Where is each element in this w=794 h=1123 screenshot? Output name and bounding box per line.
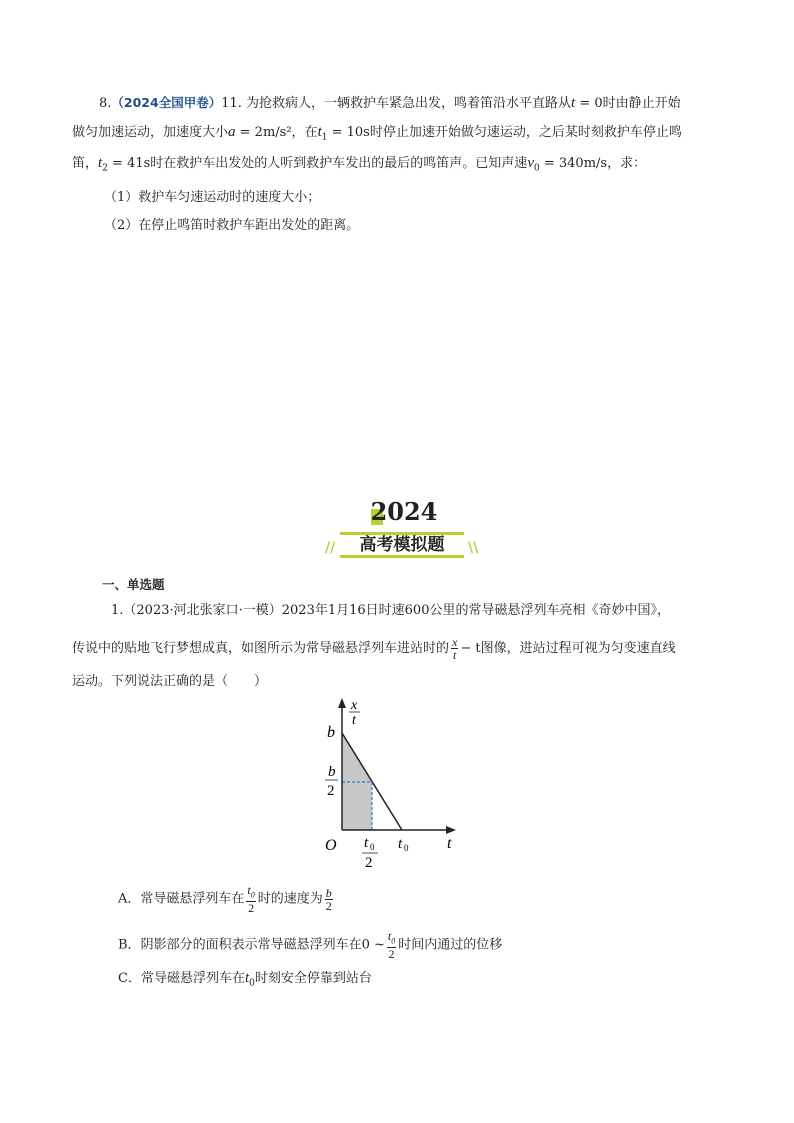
option-a-value <box>325 887 333 912</box>
q8-source: （2024全国甲卷） <box>111 95 222 110</box>
q8-var-a: a <box>228 124 236 140</box>
q1-text: 2023年1月16日时速600公里的常导磁悬浮列车亮相《奇妙中国》， <box>281 603 670 618</box>
x-t0-sub: 0 <box>404 843 409 853</box>
option-b-text: 时间内通过的位移 <box>398 937 503 953</box>
option-a-frac <box>246 884 255 914</box>
q1-text: − t图像，进站过程可视为匀变速直线 <box>460 641 676 656</box>
q8-var-t1: t <box>317 124 322 140</box>
option-b[interactable] <box>118 930 502 960</box>
option-a-text: 常导磁悬浮列车在 <box>140 891 245 907</box>
q8-sub: 0 <box>533 163 540 174</box>
q1-line-1 <box>111 601 670 621</box>
banner-title: 高考模拟题 <box>340 532 464 558</box>
frac-den: 2 <box>325 898 332 913</box>
q8-text: 时在救护车出发处的人听到救护车发出的最后的鸣笛声。已知声速 <box>150 156 528 171</box>
option-c-text: 常导磁悬浮列车在 <box>140 971 245 986</box>
y-axis-label-den: t <box>352 713 356 728</box>
banner-slash-left: // <box>325 540 336 556</box>
y-axis-arrow <box>338 698 346 708</box>
frac-num: t <box>387 929 392 943</box>
q8-number: 8. <box>99 96 112 111</box>
option-a-text: 时的速度为 <box>257 891 323 907</box>
frac-num: t <box>247 883 251 897</box>
q8-line-1 <box>99 93 681 114</box>
frac-sub: 0 <box>391 936 396 946</box>
label-half-b-num: b <box>328 764 336 780</box>
frac-den: t <box>453 648 457 662</box>
option-a[interactable] <box>118 884 335 914</box>
q1-source: （2023·河北张家口·一模） <box>123 603 282 618</box>
option-c-var-t: t <box>244 970 250 986</box>
x-half-num: t <box>364 835 369 851</box>
q8-line-2 <box>72 122 682 148</box>
q1-fraction <box>451 636 458 661</box>
q8-text: ，求： <box>607 156 647 171</box>
q8-t2-value: = 41s <box>107 156 151 171</box>
option-c-sub: 0 <box>249 978 255 989</box>
q8-subquestion-2: （2）在停止鸣笛时救护车距出发处的距离。 <box>104 218 360 233</box>
option-c-text: 时刻安全停靠到站台 <box>254 971 372 986</box>
q8-accel-value: = 2m/s² <box>235 125 292 140</box>
xt-t-graph <box>320 696 470 871</box>
q8-text: ，在 <box>291 125 318 140</box>
option-c-label: C． <box>118 971 141 986</box>
q8-subquestion-1: （1）救护车匀速运动时的速度大小； <box>104 190 321 205</box>
frac-num: x <box>452 635 458 649</box>
frac-sub: 0 <box>250 890 255 900</box>
y-axis-label-num: x <box>351 698 358 713</box>
option-b-text: 阴影部分的面积表示常导磁悬浮列车在0 ~ <box>140 937 385 953</box>
q8-sub: 1 <box>321 132 328 143</box>
x-half-den: 2 <box>365 855 373 871</box>
q8-text: 时停止加速开始做匀速运动，之后某时刻救护车停止鸣 <box>369 125 682 140</box>
q8-v-value: = 340m/s <box>539 156 608 171</box>
frac-den: 2 <box>388 947 395 962</box>
q1-number: 1. <box>111 603 124 618</box>
q8-line-3 <box>72 153 646 179</box>
q8-sub: 2 <box>102 163 108 174</box>
x-axis-arrow <box>446 826 456 834</box>
q8-text: 11. 为抢救病人，一辆救护车紧急出发，鸣着笛沿水平直路从 <box>221 96 572 111</box>
q1-line-2 <box>72 636 676 661</box>
label-half-b-den: 2 <box>327 783 335 799</box>
x-axis-label: t <box>447 835 452 852</box>
origin-label: O <box>325 837 337 854</box>
q8-text: 时由静止开始 <box>602 96 681 111</box>
q1-text: 传说中的贴地飞行梦想成真，如图所示为常导磁悬浮列车进站时的 <box>72 641 450 656</box>
option-b-frac <box>387 930 396 960</box>
q8-var-t2: t <box>98 155 103 171</box>
banner-slash-right: \\ <box>468 540 479 556</box>
x-t0-label: t <box>398 836 403 852</box>
q8-var-t: t <box>571 95 576 111</box>
label-b: b <box>327 724 335 741</box>
option-b-label: B． <box>118 937 141 953</box>
q8-text: 笛， <box>72 156 99 171</box>
option-c[interactable] <box>118 968 372 994</box>
section-heading: 一、单选题 <box>102 577 165 592</box>
option-a-label: A． <box>118 891 141 907</box>
q8-var-v: v <box>527 155 534 171</box>
x-half-num-sub: 0 <box>370 842 375 852</box>
q8-t1-value: = 10s <box>327 125 370 140</box>
frac-den: 2 <box>248 901 255 916</box>
q8-text: 做匀加速运动，加速度大小 <box>72 125 229 140</box>
q8-eq: = 0 <box>575 96 603 111</box>
banner-year: 2024 <box>370 497 438 526</box>
frac-num: b <box>325 885 332 900</box>
q1-line-3: 运动。下列说法正确的是（ ） <box>72 674 268 689</box>
